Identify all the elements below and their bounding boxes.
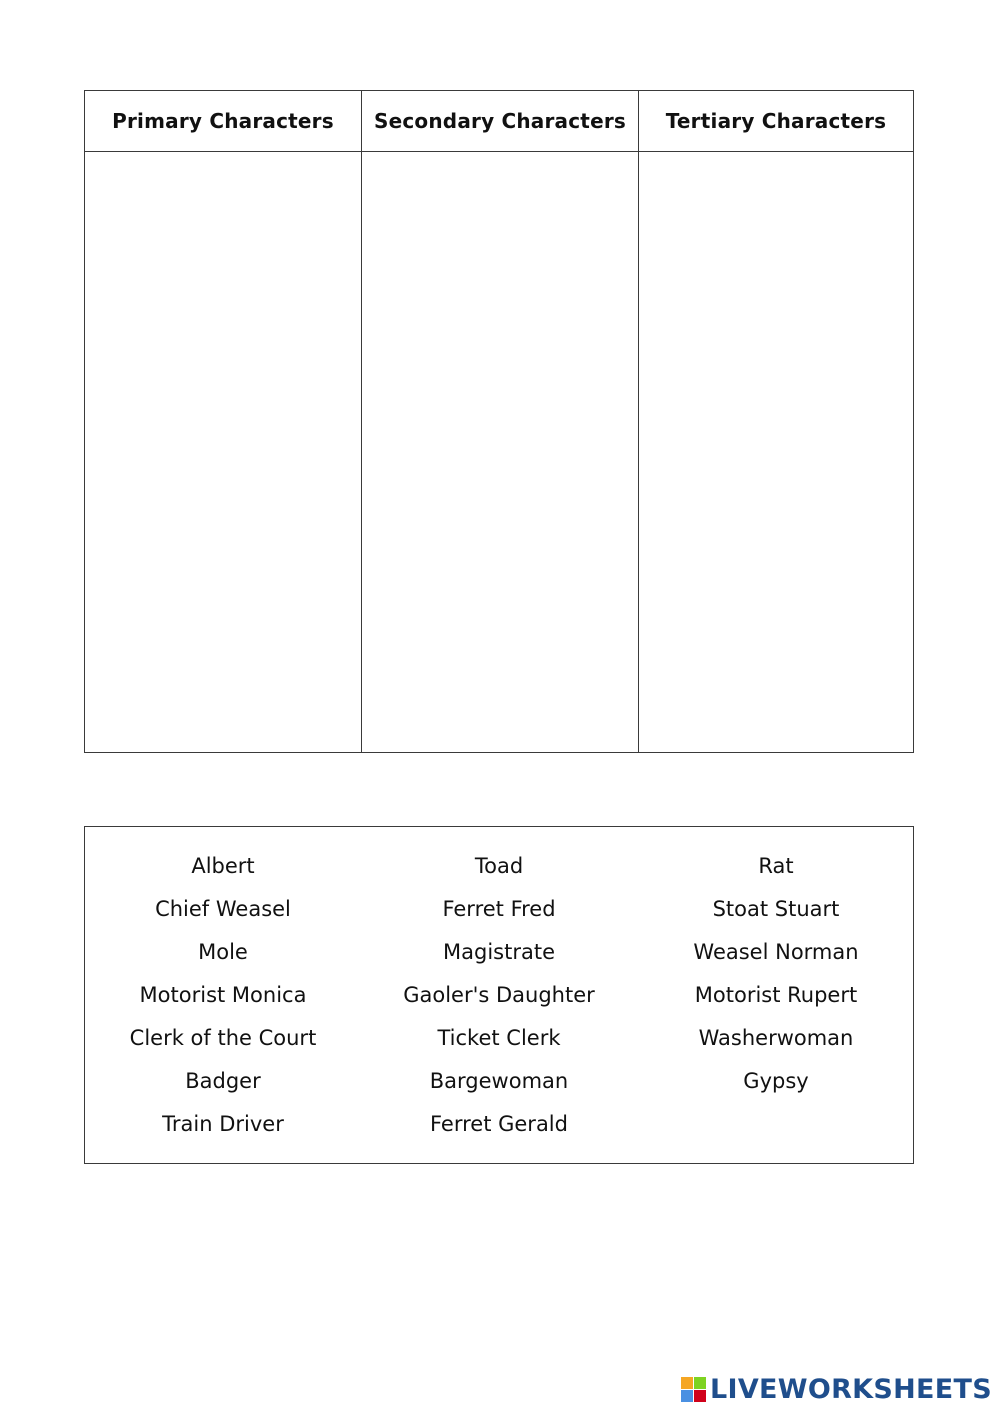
draggable-word[interactable]: Motorist Monica bbox=[139, 983, 307, 1007]
draggable-word[interactable]: Toad bbox=[474, 854, 524, 878]
word-bank-column-1 bbox=[85, 851, 361, 1152]
header-secondary-characters: Secondary Characters bbox=[362, 91, 639, 152]
draggable-word[interactable]: Washerwoman bbox=[698, 1026, 854, 1050]
drop-zone-secondary[interactable] bbox=[362, 152, 639, 752]
draggable-word[interactable]: Mole bbox=[198, 940, 248, 964]
draggable-word[interactable]: Gypsy bbox=[743, 1069, 809, 1093]
word-bank-column-2 bbox=[361, 851, 637, 1152]
drop-zone-primary[interactable] bbox=[85, 152, 362, 752]
liveworksheets-logo bbox=[681, 1374, 992, 1405]
liveworksheets-logo-icon bbox=[681, 1377, 706, 1402]
draggable-word[interactable]: Weasel Norman bbox=[693, 940, 859, 964]
logo-square-orange bbox=[681, 1377, 693, 1389]
drop-zone-tertiary[interactable] bbox=[639, 152, 913, 752]
draggable-word[interactable]: Clerk of the Court bbox=[129, 1026, 317, 1050]
draggable-word[interactable]: Badger bbox=[185, 1069, 261, 1093]
logo-square-red bbox=[694, 1390, 706, 1402]
draggable-word[interactable]: Magistrate bbox=[443, 940, 555, 964]
draggable-word[interactable]: Bargewoman bbox=[429, 1069, 569, 1093]
header-tertiary-characters: Tertiary Characters bbox=[639, 91, 913, 152]
draggable-word[interactable]: Gaoler's Daughter bbox=[403, 983, 595, 1007]
draggable-word[interactable]: Albert bbox=[191, 854, 255, 878]
word-bank bbox=[84, 826, 914, 1164]
liveworksheets-logo-text: LIVEWORKSHEETS bbox=[709, 1374, 992, 1405]
draggable-word[interactable]: Ferret Fred bbox=[442, 897, 556, 921]
header-primary-characters: Primary Characters bbox=[85, 91, 362, 152]
draggable-word[interactable]: Motorist Rupert bbox=[694, 983, 858, 1007]
logo-square-green bbox=[694, 1377, 706, 1389]
draggable-word[interactable]: Rat bbox=[758, 854, 794, 878]
draggable-word[interactable]: Train Driver bbox=[162, 1112, 284, 1136]
logo-square-blue bbox=[681, 1390, 693, 1402]
draggable-word[interactable]: Chief Weasel bbox=[155, 897, 291, 921]
word-bank-column-3 bbox=[638, 851, 914, 1109]
draggable-word[interactable]: Stoat Stuart bbox=[712, 897, 840, 921]
draggable-word[interactable]: Ferret Gerald bbox=[430, 1112, 568, 1136]
sorting-table bbox=[84, 90, 914, 753]
draggable-word[interactable]: Ticket Clerk bbox=[437, 1026, 561, 1050]
